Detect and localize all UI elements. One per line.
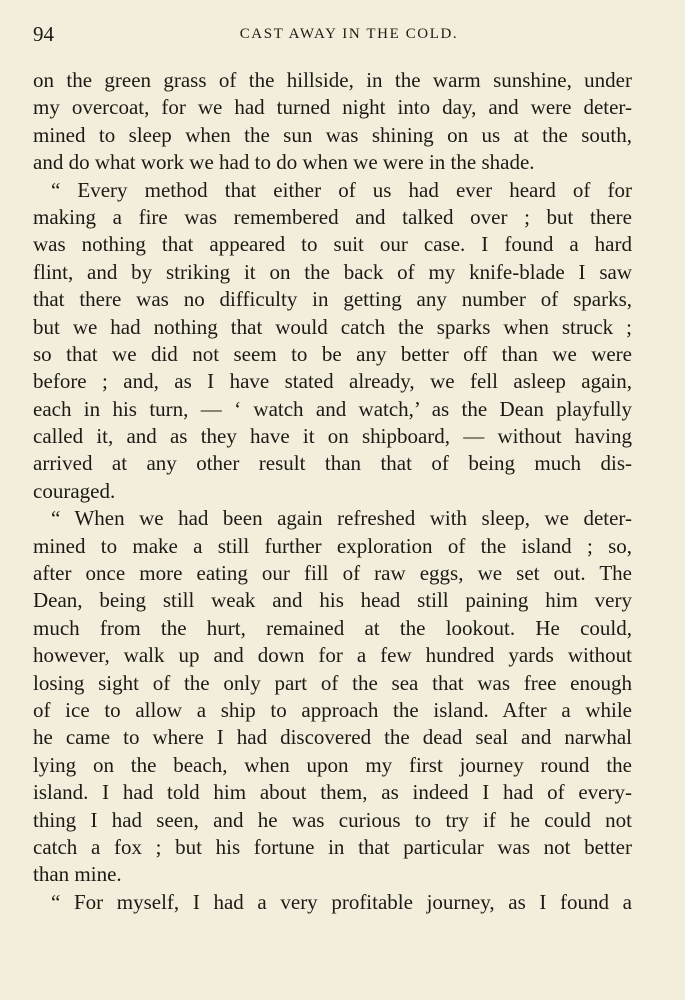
page-header	[33, 22, 635, 46]
text-line: after once more eating our fill of raw eggs, we set out. The	[33, 561, 632, 586]
text-line: of ice to allow a ship to approach the island. After a while	[33, 697, 632, 722]
text-line: than mine.	[33, 862, 122, 887]
text-line: flint, and by striking it on the back of my knife-blade I saw	[33, 259, 632, 284]
page-number: 94	[33, 22, 54, 46]
text-line: and do what work we had to do when we were in the shade.	[33, 150, 535, 175]
body-text	[33, 67, 632, 916]
text-line: thing I had seen, and he was curious to try if he could not	[33, 807, 632, 832]
text-line: “ When we had been again refreshed with sleep, we deter-	[51, 506, 632, 531]
text-line: arrived at any other result than that of being much dis-	[33, 451, 632, 476]
text-line: mined to make a still further exploration of the island ; so,	[33, 533, 632, 558]
running-title: CAST AWAY IN THE COLD.	[239, 26, 459, 42]
text-line: he came to where I had discovered the dead seal and narwhal	[33, 725, 632, 750]
text-line: that there was no difficulty in getting any number of sparks,	[33, 287, 632, 312]
text-line: losing sight of the only part of the sea that was free enough	[33, 670, 632, 695]
text-line: making a fire was remembered and talked over ; but there	[33, 204, 632, 229]
text-line: but we had nothing that would catch the sparks when struck ;	[33, 314, 632, 339]
text-line: called it, and as they have it on shipboard, — without having	[33, 424, 632, 449]
text-line: catch a fox ; but his fortune in that particular was not better	[33, 834, 632, 859]
text-line: however, walk up and down for a few hundred yards without	[33, 643, 632, 668]
text-line: lying on the beach, when upon my first journey round the	[33, 752, 632, 777]
text-line: much from the hurt, remained at the lookout. He could,	[33, 615, 632, 640]
text-line: my overcoat, for we had turned night into day, and were deter-	[33, 95, 632, 120]
text-line: on the green grass of the hillside, in the warm sunshine, under	[33, 68, 632, 92]
text-line: so that we did not seem to be any better off than we were	[33, 341, 632, 366]
text-line: “ For myself, I had a very profitable journey, as I found a	[51, 889, 632, 914]
text-line: Dean, being still weak and his head still paining him very	[33, 588, 632, 613]
text-line: couraged.	[33, 478, 116, 503]
text-line: before ; and, as I have stated already, we fell asleep again,	[33, 369, 632, 394]
text-line: “ Every method that either of us had ever heard of for	[51, 177, 632, 202]
text-line: mined to sleep when the sun was shining on us at the south,	[33, 122, 632, 147]
text-line: island. I had told him about them, as indeed I had of every-	[33, 780, 632, 805]
text-line: was nothing that appeared to suit our case. I found a hard	[33, 232, 632, 257]
text-line: each in his turn, — ‘ watch and watch,’ as the Dean playfully	[33, 396, 632, 421]
